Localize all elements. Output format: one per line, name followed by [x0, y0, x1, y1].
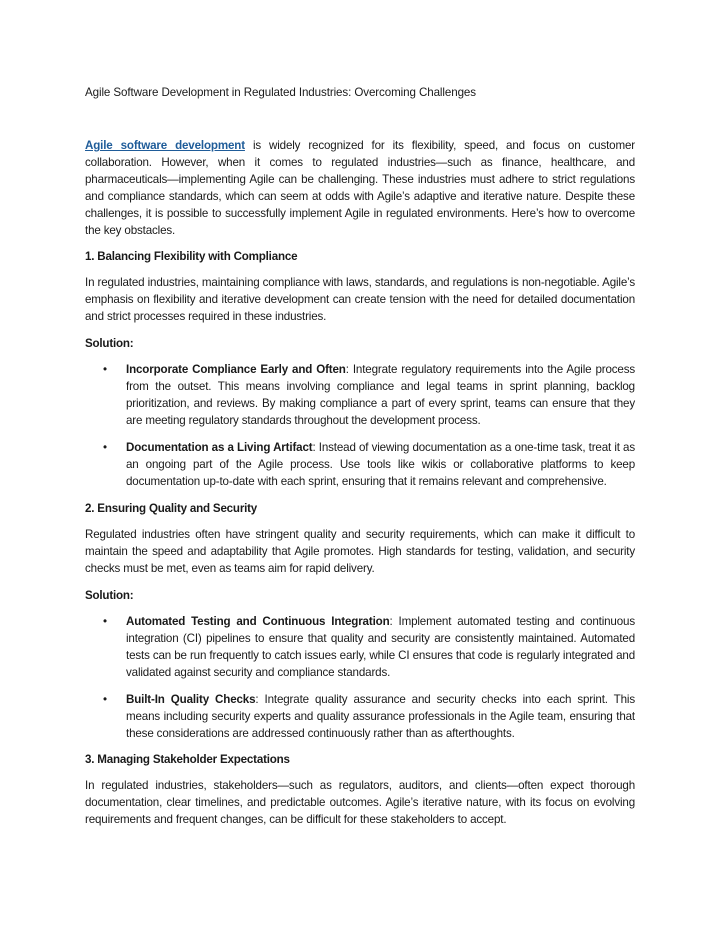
bullet-icon: • — [103, 693, 108, 706]
document-title: Agile Software Development in Regulated Industries: Overcoming Challenges — [85, 86, 476, 99]
bullet-icon: • — [103, 615, 108, 628]
section-1-heading: 1. Balancing Flexibility with Compliance — [85, 250, 298, 263]
bullet-text — [126, 439, 635, 490]
section-2-body: Regulated industries often have stringent quality and security requirements, which can make it difficult to maintain the speed and adaptability that Agile promotes. High standards for testing, validation, and security checks must be met, even as teams aim for rapid delivery. — [85, 528, 635, 576]
section-2-solution-label: Solution: — [85, 589, 134, 602]
bullet-description: : Implement automated testing and continuous integration (CI) pipelines to ensure that quality and security are consistently maintained. Automated tests can be run frequently to catch issues early, while CI ensures that code is regularly integrated and validated against security and compliance standards. — [126, 615, 635, 680]
bullet-text — [126, 691, 635, 742]
section-3-heading: 3. Managing Stakeholder Expectations — [85, 753, 290, 766]
bullet-title: Documentation as a Living Artifact — [126, 441, 313, 454]
bullet-description: : Integrate quality assurance and security checks into each sprint. This means including security experts and quality assurance professionals in the Agile team, ensuring that these considerations are addressed continuously rather than as afterthoughts. — [126, 693, 635, 741]
section-3-body: In regulated industries, stakeholders—such as regulators, auditors, and clients—often expect thorough documentation, clear timelines, and predictable outcomes. Agile’s iterative nature, with its focus on evolving requirements and frequent changes, can be difficult for these stakeholders to accept. — [85, 779, 635, 827]
bullet-icon: • — [103, 363, 108, 376]
bullet-text — [126, 361, 635, 429]
bullet-icon: • — [103, 441, 108, 454]
section-1-solution-label: Solution: — [85, 337, 134, 350]
bullet-description: : Integrate regulatory requirements into the Agile process from the outset. This means involving compliance and legal teams in sprint planning, backlog prioritization, and reviews. By making compliance a part of every sprint, teams can ensure that they are meeting regulatory standards throughout the development process. — [126, 363, 635, 428]
bullet-title: Incorporate Compliance Early and Often — [126, 363, 346, 376]
section-2-heading: 2. Ensuring Quality and Security — [85, 502, 258, 515]
section-1-body: In regulated industries, maintaining compliance with laws, standards, and regulations is non-negotiable. Agile’s emphasis on flexibility and iterative development can create tension with the need for detailed documentation and strict processes required in these industries. — [85, 276, 635, 324]
bullet-text — [126, 613, 635, 681]
bullet-description: : Instead of viewing documentation as a one-time task, treat it as an ongoing part of the Agile process. Use tools like wikis or collaborative platforms to keep documentation up-to-date with each sprint, ensuring that it remains relevant and comprehensive. — [126, 441, 635, 489]
bullet-title: Automated Testing and Continuous Integration — [126, 615, 390, 628]
agile-software-development-link[interactable]: Agile software development — [85, 139, 245, 152]
bullet-title: Built-In Quality Checks — [126, 693, 256, 706]
intro-text: is widely recognized for its flexibility, speed, and focus on customer collaboration. However, when it comes to regulated industries—such as finance, healthcare, and pharmaceuticals—implementing Agile can be challenging. These industries must adhere to strict regulations and compliance standards, which can seem at odds with Agile’s adaptive and iterative nature. Despite these challenges, it is possible to successfully implement Agile in regulated environments. Here’s how to overcome the key obstacles. — [85, 139, 635, 238]
intro-paragraph — [85, 137, 635, 240]
